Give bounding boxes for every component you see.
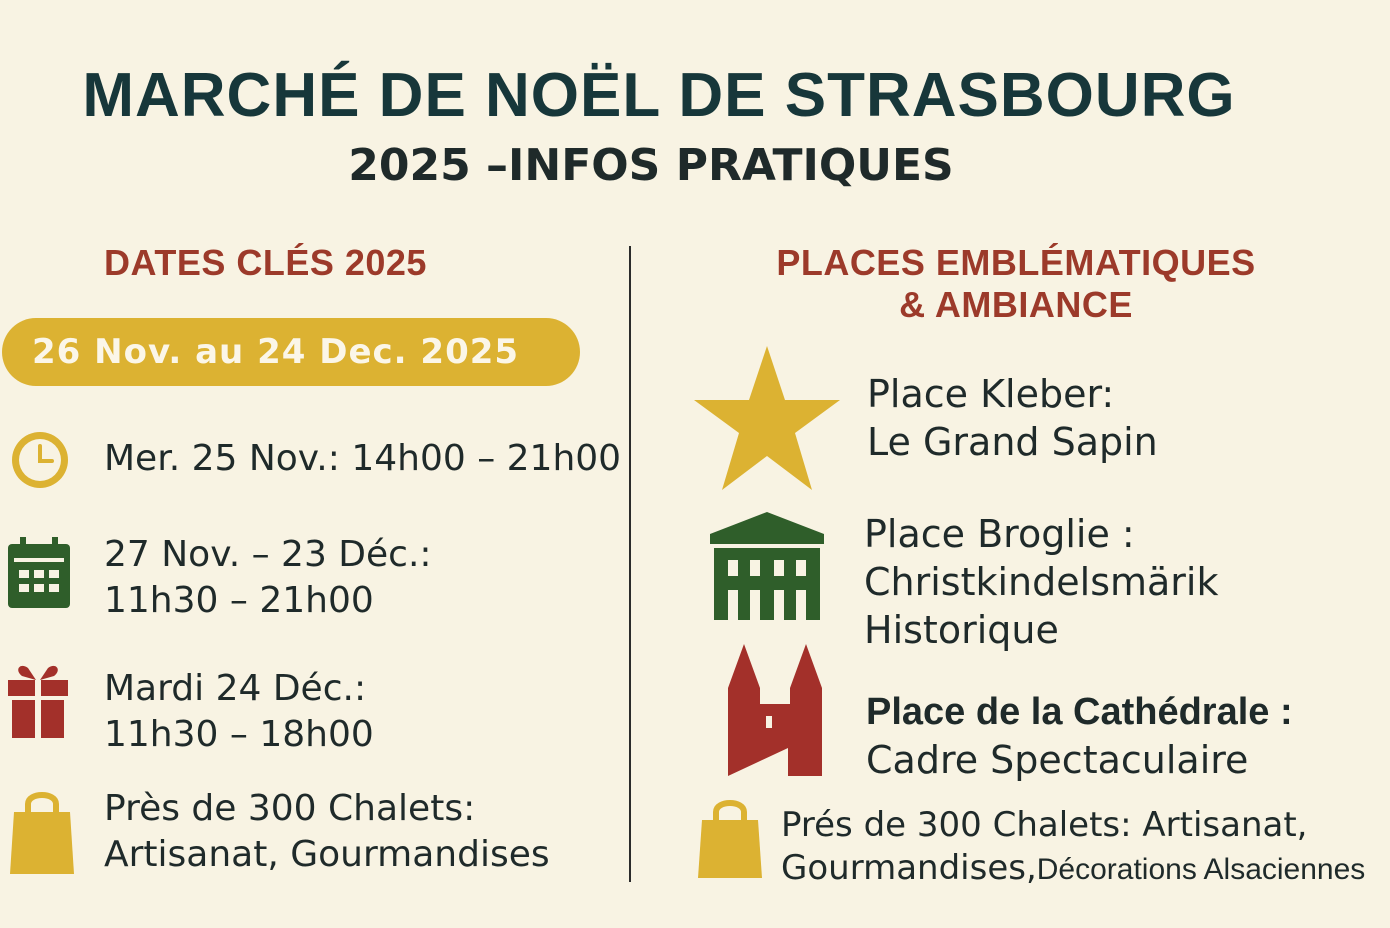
gift-icon	[6, 662, 70, 740]
places-heading	[716, 242, 1316, 326]
hours-opening-day: Mer. 25 Nov.: 14h00 – 21h00	[104, 438, 622, 479]
star-icon	[694, 344, 840, 494]
hours-christmas-eve: Mardi 24 Déc.: 11h30 – 18h00	[104, 668, 374, 755]
shopping-bag-icon	[8, 788, 76, 876]
page-title: MARCHÉ DE NOËL DE STRASBOURG	[82, 61, 1236, 130]
place-cathedrale: Place de la Cathédrale : Cadre Spectaculaire	[866, 691, 1293, 782]
cathedral-icon	[728, 644, 822, 776]
places-heading-line2: & AMBIANCE	[899, 284, 1133, 325]
place-kleber: Place Kleber: Le Grand Sapin	[867, 372, 1158, 464]
building-icon	[710, 512, 824, 620]
shopping-bag-icon	[698, 798, 762, 880]
page-subtitle: 2025 –INFOS PRATIQUES	[348, 140, 954, 191]
column-divider	[629, 246, 631, 882]
date-range-badge: 26 Nov. au 24 Dec. 2025	[2, 318, 580, 386]
chalets-info: Près de 300 Chalets: Artisanat, Gourmandises	[104, 788, 550, 875]
clock-icon	[8, 428, 72, 492]
dates-heading: DATES CLÉS 2025	[104, 242, 427, 283]
hours-regular: 27 Nov. – 23 Déc.: 11h30 – 21h00	[104, 534, 432, 621]
calendar-icon	[6, 536, 72, 610]
chalets-details: Prés de 300 Chalets: Artisanat, Gourmandises,Décorations Alsaciennes	[781, 805, 1366, 888]
places-heading-line1: PLACES EMBLÉMATIQUES	[776, 242, 1256, 283]
place-broglie: Place Broglie : Christkindelsmärik Historique	[864, 512, 1219, 652]
